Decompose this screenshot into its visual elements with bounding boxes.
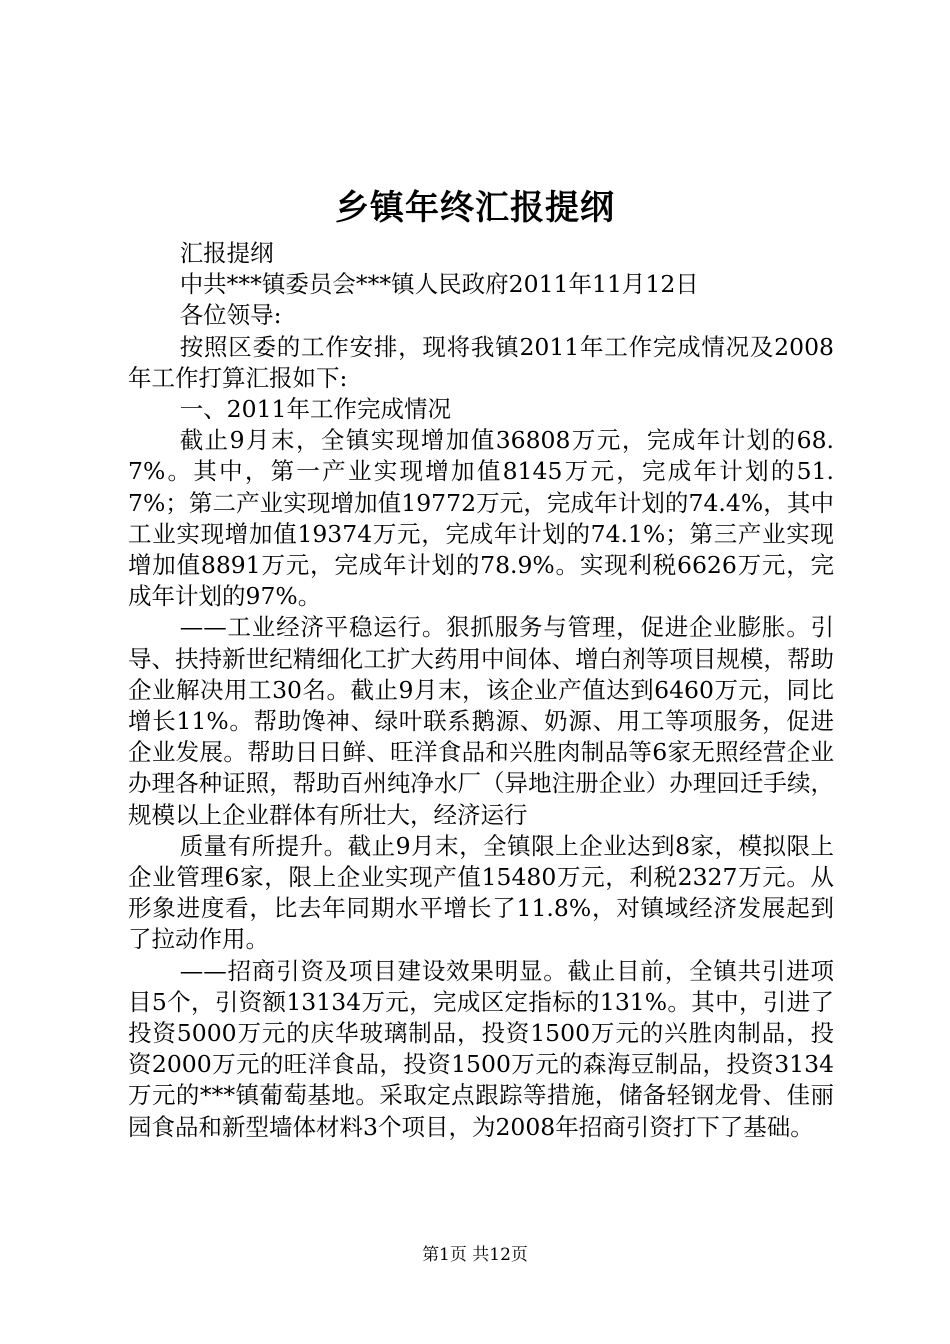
page-footer: 第1页 共12页 [422,1245,528,1265]
paragraph-heading-label: 汇报提纲 [179,239,274,267]
paragraph-quality-improvement: 质量有所提升。截止9月末，全镇限上企业达到8家，模拟限上企业管理6家，限上企业实现产值15480万元，利税2327万元。从形象进度看，比去年同期水平增长了11.8%，对镇域经济发展起到了拉动作用。 [128,831,834,954]
document-title: 乡镇年终汇报提纲 [335,188,615,228]
paragraph-salutation: 各位领导: [179,301,282,330]
paragraph-investment: ——招商引资及项目建设效果明显。截止目前，全镇共引进项目5个，引资额13134万元，完成区定指标的131%。其中，引进了投资5000万元的庆华玻璃制品，投资1500万元的兴胜肉制品，投资2000万元的旺洋食品，投资1500万元的森海豆制品，投资3134万元的***镇葡萄基地。采取定点跟踪等措施，储备轻钢龙骨、佳丽园食品和新型墙体材料3个项目，为2008年招商引资打下了基础。 [128,956,834,1141]
paragraph-growth-summary: 截止9月末，全镇实现增加值36808万元，完成年计划的68.7%。其中，第一产业实现增加值8145万元，完成年计划的51.7%；第二产业实现增加值19772万元，完成年计划的74.4%，其中工业实现增加值19374万元，完成年计划的74.1%；第三产业实现增加值8891万元，完成年计划的78.9%。实现利税6626万元，完成年计划的97%。 [128,426,834,611]
document-body [128,238,834,1143]
paragraph-issuer-date: 中共***镇委员会***镇人民政府2011年11月12日 [179,270,699,299]
paragraph-industrial-economy: ——工业经济平稳运行。狠抓服务与管理，促进企业膨胀。引导、扶持新世纪精细化工扩大药用中间体、增白剂等项目规模，帮助企业解决用工30名。截止9月末，该企业产值达到6460万元，同比增长11%。帮助馋神、绿叶联系鹅源、奶源、用工等项服务，促进企业发展。帮助日日鲜、旺洋食品和兴胜肉制品等6家无照经营企业办理各种证照，帮助百州纯净水厂（异地注册企业）办理回迁手续，规模以上企业群体有所壮大，经济运行 [128,613,834,829]
paragraph-intro: 按照区委的工作安排，现将我镇2011年工作完成情况及2008年工作打算汇报如下: [128,332,834,392]
section-heading: 一、2011年工作完成情况 [179,395,451,424]
